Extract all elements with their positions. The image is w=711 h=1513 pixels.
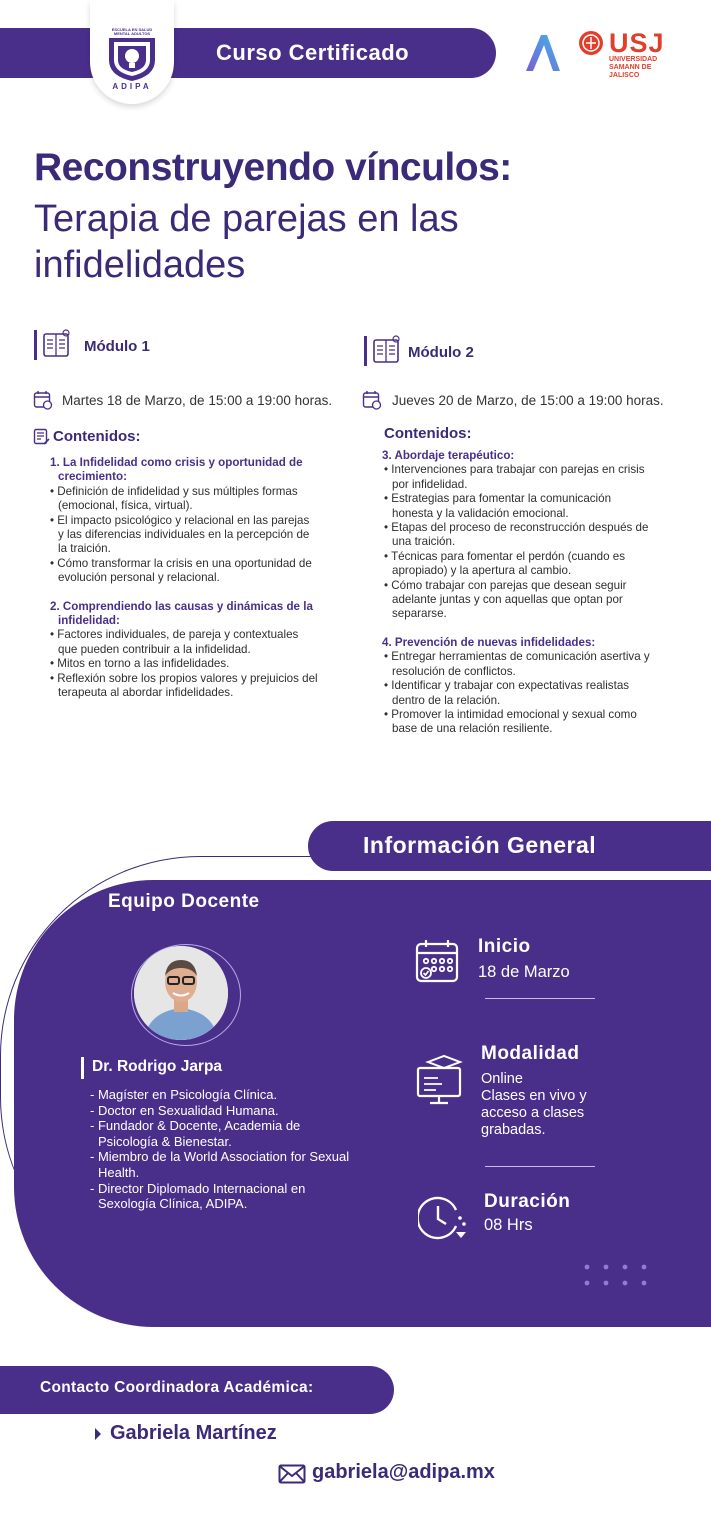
- usj-logo-text: USJ: [609, 28, 665, 58]
- teacher-bio: [90, 1087, 350, 1212]
- adipa-logo-word: ADIPA: [112, 82, 152, 91]
- module-2-accent-bar: [364, 336, 367, 366]
- contents-list-icon: [33, 428, 51, 446]
- calendar-icon: [362, 390, 382, 410]
- module-1-contents: [48, 456, 318, 701]
- caret-right-icon: [95, 1428, 101, 1440]
- online-class-icon: [414, 1054, 464, 1106]
- list-item: • Factores individuales, de pareja y contextuales que pueden contribuir a la infidelidad.: [50, 628, 299, 656]
- decorative-dots: [583, 1263, 653, 1289]
- list-item: • Mitos en torno a las infidelidades.: [50, 657, 230, 671]
- bio-item: - Fundador & Docente, Academia de Psicología & Bienestar.: [90, 1118, 301, 1149]
- section-heading: 1. La Infidelidad como crisis y oportunidad de crecimiento:: [50, 456, 303, 484]
- list-item: • Identificar y trabajar con expectativas realistas dentro de la relación.: [384, 679, 630, 707]
- adipa-shield-icon: [105, 36, 159, 82]
- module-2-contents-label: Contenidos:: [384, 425, 472, 442]
- mode-value: Online: [481, 1071, 523, 1087]
- adipa-logo-top-text: ESCUELA EN SALUD MENTAL ADULTOS: [111, 27, 153, 36]
- module-book-icon: [42, 328, 72, 358]
- divider: [485, 998, 595, 999]
- list-item: • Promover la intimidad emocional y sexual como base de una relación resiliente.: [384, 707, 637, 736]
- list-item: • Entregar herramientas de comunicación asertiva y resolución de conflictos.: [384, 650, 650, 678]
- section-heading: 4. Prevención de nuevas infidelidades:: [382, 635, 596, 649]
- start-label: Inicio: [478, 936, 531, 957]
- teaching-team-label: Equipo Docente: [108, 891, 260, 912]
- mode-detail: Clases en vivo y acceso a clases grabadas.: [481, 1088, 587, 1138]
- contact-name: Gabriela Martínez: [110, 1422, 277, 1444]
- course-subtitle: Terapia de parejas en las infidelidades: [34, 198, 459, 286]
- bio-item: - Doctor en Sexualidad Humana.: [90, 1102, 279, 1118]
- list-item: • El impacto psicológico y relacional en las parejas y las diferencias individuales en la percepción de la traición.: [50, 513, 310, 556]
- module-1-contents-label: Contenidos:: [53, 428, 141, 445]
- module-1-date: Martes 18 de Marzo, de 15:00 a 19:00 horas.: [62, 393, 333, 408]
- a-brand-logo-icon: [522, 31, 564, 73]
- list-item: • Etapas del proceso de reconstrucción después de una traición.: [384, 521, 649, 549]
- course-title: Reconstruyendo vínculos:: [34, 146, 512, 189]
- section-heading: 2. Comprendiendo las causas y dinámicas de la infidelidad:: [50, 599, 313, 628]
- contact-email-link[interactable]: gabriela@adipa.mx: [312, 1461, 495, 1483]
- list-item: • Reflexión sobre los propios valores y prejuicios del terapeuta al abordar infidelidades.: [50, 671, 318, 700]
- module-1-accent-bar: [34, 330, 37, 360]
- duration-value: 08 Hrs: [484, 1216, 533, 1234]
- teacher-accent-bar: [81, 1057, 84, 1079]
- start-value: 18 de Marzo: [478, 963, 570, 981]
- duration-label: Duración: [484, 1191, 571, 1212]
- list-item: • Técnicas para fomentar el perdón (cuando es apropiado) y la apertura al cambio.: [384, 549, 626, 578]
- module-2-contents: [382, 449, 654, 737]
- module-1-title: Módulo 1: [84, 338, 150, 355]
- usj-seal-icon: [578, 30, 604, 56]
- clock-icon: [418, 1196, 468, 1242]
- module-book-icon: [372, 334, 402, 364]
- list-item: • Cómo transformar la crisis en una oportunidad de evolución personal y relacional.: [50, 556, 312, 585]
- list-item: • Cómo trabajar con parejas que desean seguir adelante juntas y con aquellas que optan por separarse.: [384, 578, 627, 621]
- calendar-icon: [414, 938, 460, 984]
- contact-title: Contacto Coordinadora Académica:: [40, 1379, 314, 1396]
- module-2-date: Jueves 20 de Marzo, de 15:00 a 19:00 horas.: [392, 393, 664, 408]
- divider: [485, 1166, 595, 1167]
- header-banner-text: Curso Certificado: [216, 40, 410, 65]
- mode-label: Modalidad: [481, 1043, 580, 1064]
- module-2-title: Módulo 2: [408, 344, 474, 361]
- bio-item: - Magíster en Psicología Clínica.: [90, 1087, 278, 1102]
- usj-logo-subtitle: UNIVERSIDAD SAMANN DE JALISCO: [609, 56, 658, 79]
- teacher-photo: [134, 946, 228, 1040]
- mail-icon: [278, 1464, 306, 1484]
- bio-item: - Miembro de la World Association for Sexual Health.: [90, 1149, 350, 1180]
- list-item: • Definición de infidelidad y sus múltiples formas (emocional, física, virtual).: [50, 484, 298, 513]
- bio-item: - Director Diplomado Internacional en Sexología Clínica, ADIPA.: [90, 1180, 306, 1212]
- teacher-name: Dr. Rodrigo Jarpa: [92, 1058, 223, 1075]
- calendar-icon: [33, 390, 53, 410]
- section-heading: 3. Abordaje terapéutico:: [382, 449, 515, 462]
- general-info-title: Información General: [363, 832, 597, 858]
- list-item: • Intervenciones para trabajar con parejas en crisis por infidelidad.: [384, 463, 645, 491]
- list-item: • Estrategias para fomentar la comunicación honesta y la validación emocional.: [384, 492, 612, 520]
